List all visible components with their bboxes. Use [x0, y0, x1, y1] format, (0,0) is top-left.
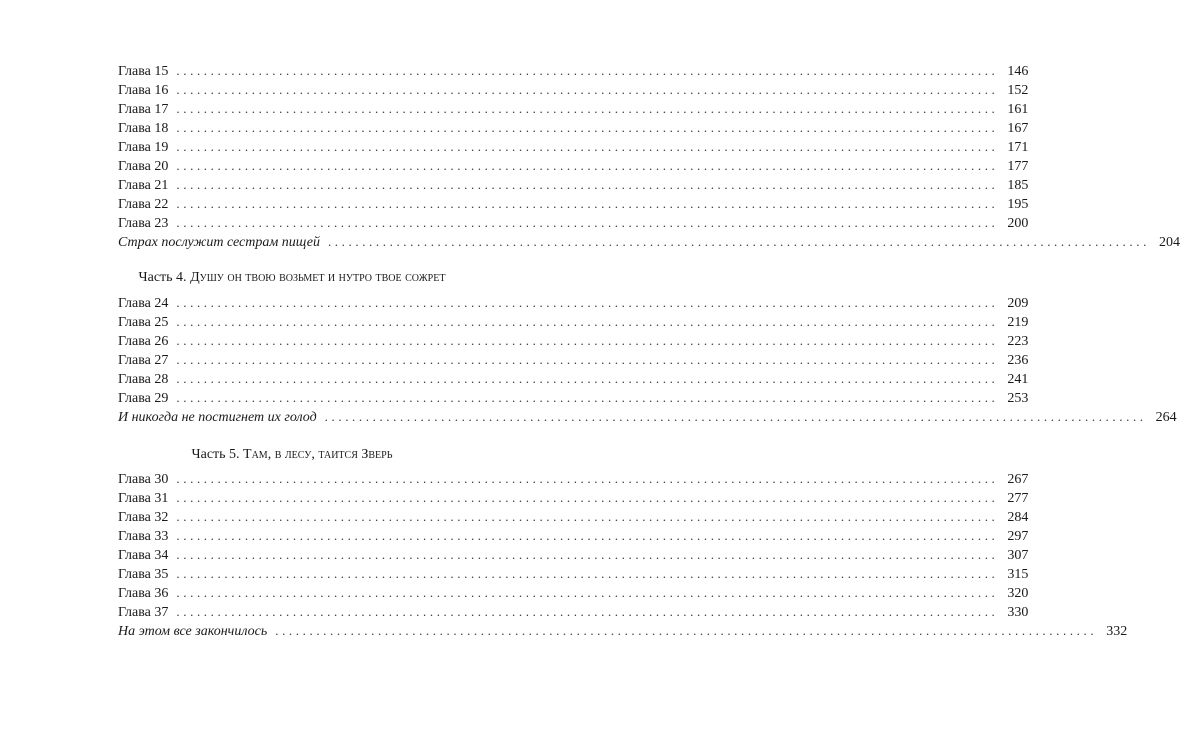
- part-title: Там, в лесу, таится Зверь: [243, 447, 393, 462]
- toc-entry[interactable]: [118, 564, 1029, 583]
- leader-dots: ........................................................................................................................: [176, 139, 999, 154]
- entry-page-number: 219: [1007, 315, 1029, 330]
- leader-dots: ........................................................................................................................: [176, 371, 999, 386]
- toc-entry[interactable]: [118, 156, 1029, 175]
- leader-dots: ........................................................................................................................: [275, 623, 1098, 638]
- entry-page-number: 152: [1007, 83, 1029, 98]
- leader-dots: ........................................................................................................................: [176, 604, 999, 619]
- entry-title: Глава 18: [118, 121, 169, 136]
- entry-page-number: 277: [1007, 491, 1029, 506]
- toc-entry[interactable]: [118, 526, 1029, 545]
- toc-section-part-4: [118, 293, 1177, 426]
- part-5-heading: [118, 445, 466, 464]
- toc-entry[interactable]: [118, 194, 1029, 213]
- toc-entry[interactable]: [118, 61, 1029, 80]
- toc-entry[interactable]: [118, 369, 1029, 388]
- leader-dots: ........................................................................................................................: [176, 490, 999, 505]
- leader-dots: ........................................................................................................................: [176, 101, 999, 116]
- entry-title: Глава 29: [118, 391, 169, 406]
- toc-entry[interactable]: [118, 507, 1029, 526]
- toc-entry[interactable]: [118, 545, 1029, 564]
- entry-title: Глава 19: [118, 140, 169, 155]
- leader-dots: ........................................................................................................................: [176, 215, 999, 230]
- entry-page-number: 177: [1007, 159, 1029, 174]
- entry-page-number: 253: [1007, 391, 1029, 406]
- leader-dots: ........................................................................................................................: [176, 120, 999, 135]
- entry-title: Глава 22: [118, 197, 169, 212]
- toc-entry-interlude[interactable]: [118, 232, 1180, 251]
- leader-dots: ........................................................................................................................: [176, 196, 999, 211]
- leader-dots: ........................................................................................................................: [176, 314, 999, 329]
- entry-title: Глава 27: [118, 353, 169, 368]
- entry-title: Глава 33: [118, 529, 169, 544]
- entry-page-number: 284: [1007, 510, 1029, 525]
- entry-page-number: 330: [1007, 605, 1029, 620]
- toc-entry[interactable]: [118, 583, 1029, 602]
- leader-dots: ........................................................................................................................: [176, 333, 999, 348]
- entry-title: Страх послужит сестрам пищей: [118, 235, 320, 250]
- entry-title: Глава 15: [118, 64, 169, 79]
- toc-entry[interactable]: [118, 99, 1029, 118]
- entry-title: Глава 24: [118, 296, 169, 311]
- toc-entry-interlude[interactable]: [118, 621, 1128, 640]
- toc-entry[interactable]: [118, 312, 1029, 331]
- entry-title: На этом все закончилось: [118, 624, 268, 639]
- entry-title: Глава 20: [118, 159, 169, 174]
- toc-entry[interactable]: [118, 388, 1029, 407]
- toc-entry[interactable]: [118, 469, 1029, 488]
- toc-entry[interactable]: [118, 175, 1029, 194]
- entry-title: Глава 28: [118, 372, 169, 387]
- leader-dots: ........................................................................................................................: [176, 585, 999, 600]
- leader-dots: ........................................................................................................................: [176, 82, 999, 97]
- toc-entry[interactable]: [118, 213, 1029, 232]
- entry-page-number: 161: [1007, 102, 1029, 117]
- leader-dots: ........................................................................................................................: [324, 409, 1147, 424]
- leader-dots: ........................................................................................................................: [176, 471, 999, 486]
- entry-page-number: 307: [1007, 548, 1029, 563]
- toc-entry-interlude[interactable]: [118, 407, 1177, 426]
- entry-title: Глава 16: [118, 83, 169, 98]
- entry-page-number: 315: [1007, 567, 1029, 582]
- leader-dots: ........................................................................................................................: [176, 63, 999, 78]
- entry-page-number: 195: [1007, 197, 1029, 212]
- leader-dots: ........................................................................................................................: [176, 528, 999, 543]
- part-number: Часть 4.: [138, 270, 187, 285]
- toc-entry[interactable]: [118, 137, 1029, 156]
- entry-title: Глава 31: [118, 491, 169, 506]
- leader-dots: ........................................................................................................................: [176, 566, 999, 581]
- entry-title: Глава 36: [118, 586, 169, 601]
- entry-title: И никогда не постигнет их голод: [118, 410, 317, 425]
- toc-entry[interactable]: [118, 350, 1029, 369]
- entry-title: Глава 32: [118, 510, 169, 525]
- entry-page-number: 167: [1007, 121, 1029, 136]
- entry-page-number: 264: [1155, 410, 1177, 425]
- entry-title: Глава 30: [118, 472, 169, 487]
- part-number: Часть 5.: [191, 447, 240, 462]
- entry-page-number: 223: [1007, 334, 1029, 349]
- entry-page-number: 185: [1007, 178, 1029, 193]
- entry-page-number: 204: [1158, 235, 1180, 250]
- leader-dots: ........................................................................................................................: [176, 547, 999, 562]
- leader-dots: ........................................................................................................................: [176, 295, 999, 310]
- leader-dots: ........................................................................................................................: [176, 177, 999, 192]
- leader-dots: ........................................................................................................................: [327, 234, 1150, 249]
- toc-section-part-5: [118, 469, 1128, 640]
- entry-page-number: 146: [1007, 64, 1029, 79]
- leader-dots: ........................................................................................................................: [176, 158, 999, 173]
- entry-title: Глава 23: [118, 216, 169, 231]
- leader-dots: ........................................................................................................................: [176, 352, 999, 367]
- entry-title: Глава 26: [118, 334, 169, 349]
- entry-page-number: 267: [1007, 472, 1029, 487]
- entry-page-number: 241: [1007, 372, 1029, 387]
- entry-title: Глава 21: [118, 178, 169, 193]
- entry-page-number: 236: [1007, 353, 1029, 368]
- entry-title: Глава 35: [118, 567, 169, 582]
- toc-entry[interactable]: [118, 331, 1029, 350]
- toc-entry[interactable]: [118, 118, 1029, 137]
- toc-entry[interactable]: [118, 488, 1029, 507]
- entry-page-number: 332: [1106, 624, 1128, 639]
- leader-dots: ........................................................................................................................: [176, 509, 999, 524]
- entry-title: Глава 17: [118, 102, 169, 117]
- toc-entry[interactable]: [118, 602, 1029, 621]
- toc-section-1: [118, 61, 1180, 251]
- entry-title: Глава 37: [118, 605, 169, 620]
- entry-page-number: 320: [1007, 586, 1029, 601]
- toc-entry[interactable]: [118, 293, 1029, 312]
- entry-page-number: 297: [1007, 529, 1029, 544]
- entry-page-number: 209: [1007, 296, 1029, 311]
- part-4-heading: [118, 268, 466, 287]
- entry-title: Глава 34: [118, 548, 169, 563]
- part-title: Душу он твою возьмет и нутро твое сожрет: [190, 270, 446, 285]
- leader-dots: ........................................................................................................................: [176, 390, 999, 405]
- entry-page-number: 171: [1007, 140, 1029, 155]
- toc-entry[interactable]: [118, 80, 1029, 99]
- entry-page-number: 200: [1007, 216, 1029, 231]
- entry-title: Глава 25: [118, 315, 169, 330]
